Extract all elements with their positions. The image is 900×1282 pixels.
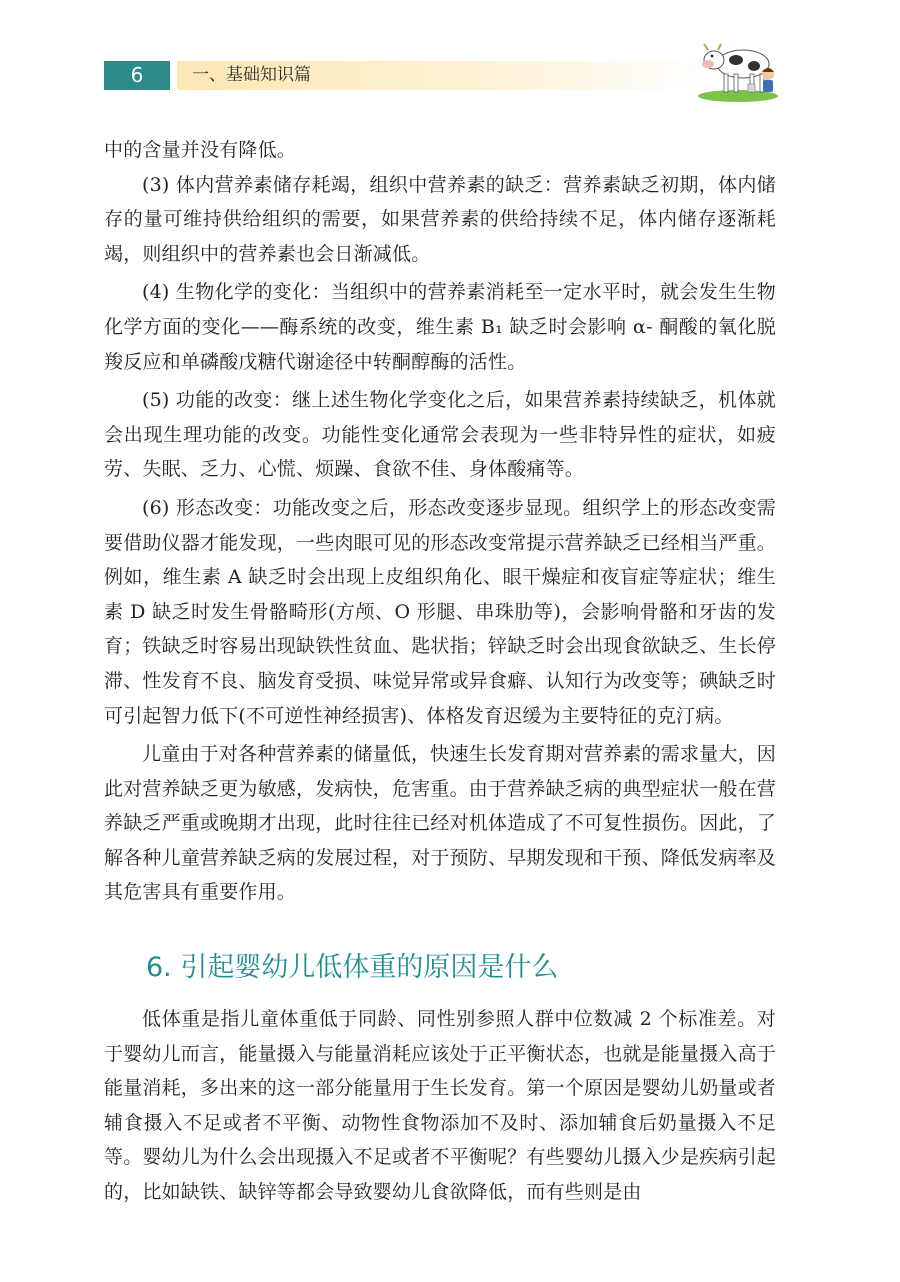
paragraph: 低体重是指儿童体重低于同龄、同性别参照人群中位数减 2 个标准差。对于婴幼儿而言，能量摄入与能量消耗应该处于正平衡状态，也就是能量摄入高于能量消耗，多出来的这一部分能量用于生长发育。第一个原因是婴幼儿奶量或者辅食摄入不足或者不平衡、动物性食物添加不及时、添加辅食后奶量摄入不足等。婴幼儿为什么会出现摄入不足或者不平衡呢？有些婴幼儿摄入少是疾病引起的，比如缺铁、缺锌等都会导致婴幼儿食欲降低，而有些则是由 [104, 1008, 777, 1203]
body-text [104, 133, 776, 910]
page-header [0, 0, 900, 110]
cow-and-child-icon [688, 34, 780, 104]
paragraph-item-3: (3) 体内营养素储存耗竭，组织中营养素的缺乏：营养素缺乏初期，体内储存的量可维持供给组织的需要，如果营养素的供给持续不足，体内储存逐渐耗竭，则组织中的营养素也会日渐减低。 [104, 173, 776, 265]
section-heading: 6. 引起婴幼儿低体重的原因是什么 [146, 952, 559, 983]
section-title: 一、基础知识篇 [192, 65, 311, 85]
paragraph-item-4: (4) 生物化学的变化：当组织中的营养素消耗至一定水平时，就会发生生物化学方面的变化——酶系统的改变，维生素 B₁ 缺乏时会影响 α- 酮酸的氧化脱羧反应和单磷酸戊糖代谢途径中转酮醇酶的活性。 [104, 281, 776, 373]
paragraph: 中的含量并没有降低。 [104, 139, 297, 161]
paragraph: 儿童由于对各种营养素的储量低，快速生长发育期对营养素的需求量大，因此对营养缺乏更为敏感，发病快，危害重。由于营养缺乏病的典型症状一般在营养缺乏严重或晚期才出现，此时往往已经对机体造成了不可复性损伤。因此，了解各种儿童营养缺乏病的发展过程，对于预防、早期发现和干预、降低发病率及其危害具有重要作用。 [104, 743, 777, 904]
paragraph-item-6: (6) 形态改变：功能改变之后，形态改变逐步显现。组织学上的形态改变需要借助仪器才能发现，一些肉眼可见的形态改变常提示营养缺乏已经相当严重。例如，维生素 A 缺乏时会出现上皮组织角化、眼干燥症和夜盲症等症状；维生素 D 缺乏时发生骨骼畸形(方颅、O 形腿、串珠肋等)，会影响骨骼和牙齿的发育；铁缺乏时容易出现缺铁性贫血、匙状指；锌缺乏时会出现食欲缺乏、生长停滞、性发育不良、脑发育受损、味觉异常或异食癖、认知行为改变等；碘缺乏时可引起智力低下(不可逆性神经损害)、体格发育迟缓为主要特征的克汀病。 [104, 496, 777, 727]
section-body-text [104, 1002, 776, 1210]
paragraph-item-5: (5) 功能的改变：继上述生物化学变化之后，如果营养素持续缺乏，机体就会出现生理功能的改变。功能性变化通常会表现为一些非特异性的症状，如疲劳、失眠、乏力、心慌、烦躁、食欲不佳、身体酸痛等。 [104, 389, 776, 481]
page-number: 6 [104, 61, 170, 90]
